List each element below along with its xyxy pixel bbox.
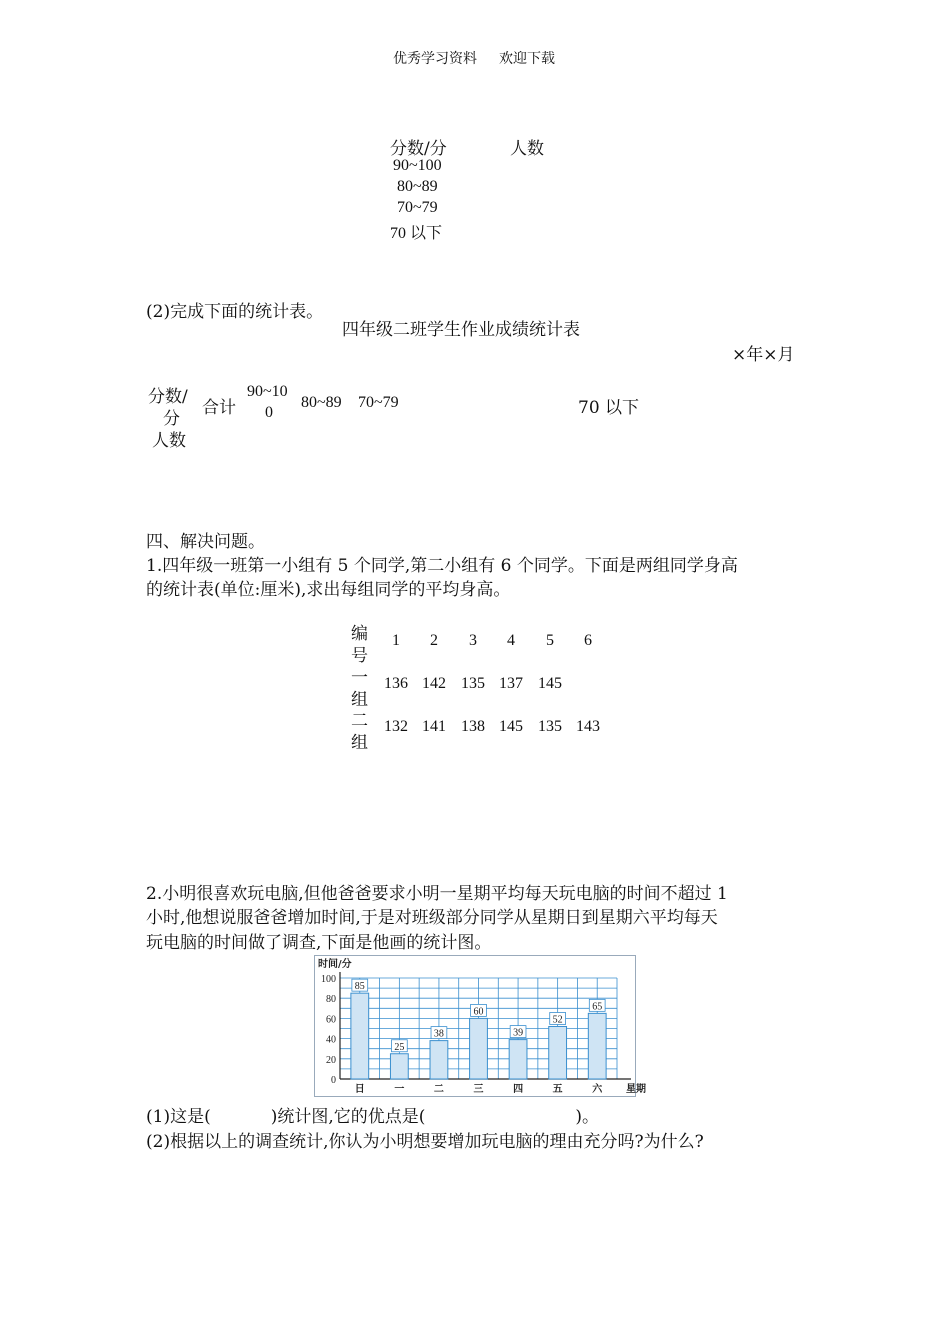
id-cell: 2	[430, 632, 438, 649]
group2-cell: 141	[422, 718, 446, 735]
group1-cell: 145	[538, 675, 562, 692]
table1-row: 90~100	[393, 157, 442, 174]
group2-cell: 132	[384, 718, 408, 735]
id-cell: 3	[469, 632, 477, 649]
group1-cell: 136	[384, 675, 408, 692]
group1-cell: 142	[422, 675, 446, 692]
x-tick-label: 四	[513, 1084, 524, 1095]
row-label-group2: 二	[351, 711, 368, 731]
row-label-group1-2: 组	[351, 690, 368, 710]
y-tick-label: 60	[326, 1014, 336, 1026]
bar-chart	[314, 955, 646, 1097]
q2-text-line3: 玩电脑的时间做了调查,下面是他画的统计图。	[146, 933, 492, 953]
stat-range-3: 70~79	[358, 394, 399, 411]
q2-sub1	[146, 1102, 599, 1127]
group2-cell: 138	[461, 718, 485, 735]
q2-sub2: (2)根据以上的调查统计,你认为小明想要增加玩电脑的理由充分吗?为什么?	[146, 1132, 704, 1152]
stat-range-1: 90~10	[247, 383, 288, 400]
data-label: 25	[394, 1041, 405, 1053]
x-tick-label: 五	[552, 1084, 563, 1095]
table1-col2-header: 人数	[510, 139, 544, 159]
stat-row-label: 人数	[152, 431, 186, 451]
y-tick-label: 20	[326, 1054, 336, 1066]
stat-header-label-unit: 分	[163, 409, 180, 429]
header-left: 优秀学习资料	[393, 51, 477, 67]
data-label: 85	[354, 981, 365, 993]
bar	[549, 1026, 567, 1079]
stat-total: 合计	[202, 398, 236, 418]
id-cell: 1	[392, 632, 400, 649]
bar	[509, 1040, 527, 1079]
part2-instruction: (2)完成下面的统计表。	[146, 302, 324, 322]
group2-cell: 145	[499, 718, 523, 735]
table1-row: 70 以下	[390, 225, 443, 242]
q2-sub1-part-c: )。	[575, 1107, 600, 1127]
q1-text-line1: 1.四年级一班第一小组有 5 个同学,第二小组有 6 个同学。下面是两组同学身高	[146, 556, 738, 576]
x-tick-label: 日	[354, 1084, 365, 1095]
x-tick-label: 三	[473, 1084, 484, 1095]
id-cell: 5	[546, 632, 554, 649]
q2-text-line2: 小时,他想说服爸爸增加时间,于是对班级部分同学从星期日到星期六平均每天	[146, 908, 718, 928]
bar	[470, 1018, 488, 1079]
row-label-id: 编	[351, 624, 368, 644]
data-label: 60	[473, 1006, 484, 1018]
q1-text-line2: 的统计表(单位:厘米),求出每组同学的平均身高。	[146, 580, 511, 600]
bar	[588, 1013, 606, 1079]
bar	[430, 1041, 448, 1079]
part2-date: ×年×月	[732, 345, 795, 365]
y-tick-label: 100	[321, 974, 336, 985]
y-axis-label: 时间/分	[318, 959, 352, 970]
id-cell: 6	[584, 632, 592, 649]
data-label: 38	[433, 1028, 444, 1040]
group1-cell: 135	[461, 675, 485, 692]
stat-range-2: 80~89	[301, 394, 342, 411]
data-label: 52	[552, 1014, 563, 1026]
part2-title: 四年级二班学生作业成绩统计表	[342, 320, 580, 340]
section4-title: 四、解决问题。	[146, 532, 265, 552]
x-tick-label: 二	[433, 1084, 444, 1095]
row-label-id-2: 号	[351, 646, 368, 666]
bar	[351, 993, 369, 1079]
x-axis-label: 星期	[626, 1084, 646, 1095]
table1-row: 70~79	[397, 199, 438, 216]
header-right: 欢迎下载	[499, 51, 555, 67]
q2-sub1-part-a: (1)这是(	[146, 1107, 211, 1127]
row-label-group2-2: 组	[351, 733, 368, 753]
group2-cell: 143	[576, 718, 600, 735]
table1-row: 80~89	[397, 178, 438, 195]
q2-text-line1: 2.小明很喜欢玩电脑,但他爸爸要求小明一星期平均每天玩电脑的时间不超过 1	[146, 884, 728, 904]
y-tick-label: 40	[326, 1034, 336, 1046]
y-tick-label: 0	[331, 1075, 336, 1086]
id-cell: 4	[507, 632, 515, 649]
y-tick-label: 80	[326, 994, 336, 1006]
group2-cell: 135	[538, 718, 562, 735]
q2-sub1-part-b: )统计图,它的优点是(	[270, 1107, 426, 1127]
table1-col1-header: 分数/分	[390, 139, 447, 159]
stat-range-1-cont: 0	[265, 404, 273, 421]
stat-range-4: 70 以下	[578, 398, 640, 418]
data-label: 65	[592, 1001, 603, 1013]
bar	[390, 1054, 408, 1079]
x-tick-label: 六	[592, 1084, 603, 1095]
row-label-group1: 一	[351, 668, 368, 688]
data-label: 39	[513, 1027, 524, 1039]
stat-header-label: 分数/	[148, 387, 188, 407]
x-tick-label: 一	[394, 1084, 405, 1095]
group1-cell: 137	[499, 675, 523, 692]
